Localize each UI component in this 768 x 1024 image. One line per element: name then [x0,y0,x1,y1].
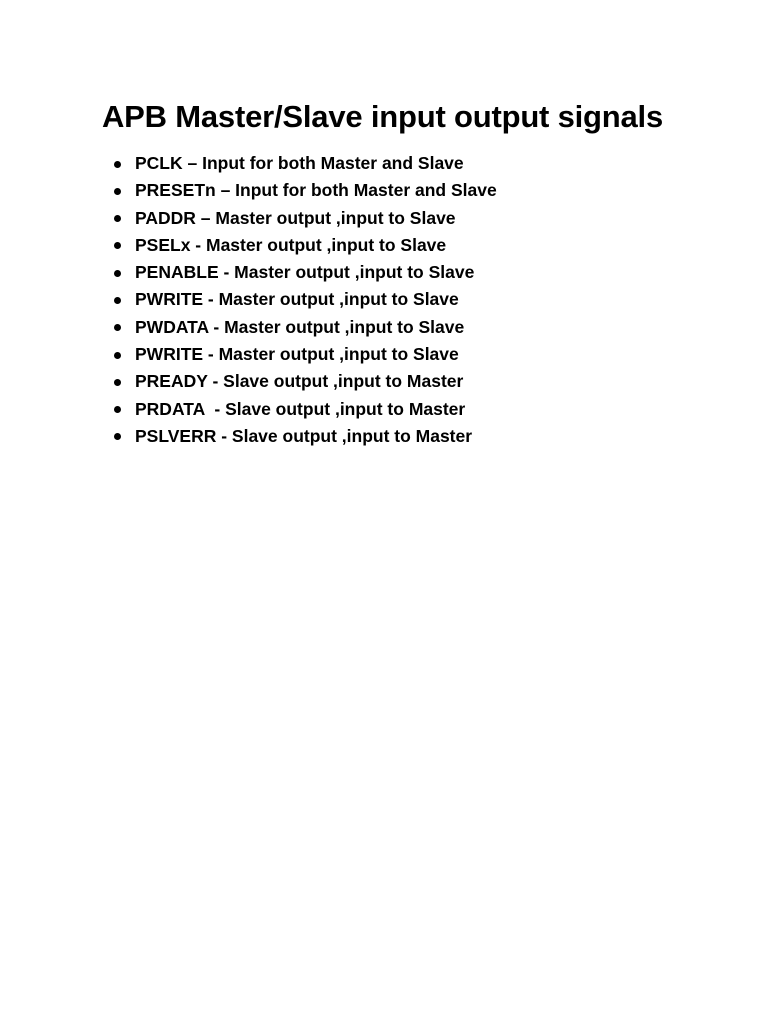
bullet-icon [114,406,121,413]
list-item [110,368,464,395]
list-item-text: PSELx - Master output ,input to Slave [135,234,447,255]
list-item-text: PSLVERR - Slave output ,input to Master [135,425,473,446]
signal-list [110,150,497,450]
list-item [110,259,475,286]
list-item [110,396,466,423]
bullet-icon [114,242,121,249]
list-item [110,232,447,259]
bullet-icon [114,324,121,331]
bullet-icon [114,297,121,304]
list-item [110,286,459,313]
list-item-text: PREADY - Slave output ,input to Master [135,371,464,392]
list-item-text: PCLK – Input for both Master and Slave [135,153,464,173]
list-item [110,177,497,204]
list-item-text: PWDATA - Master output ,input to Slave [135,316,465,337]
bullet-icon [114,270,121,277]
list-item [110,150,464,177]
list-item-text: PRDATA - Slave output ,input to Master [135,398,466,419]
list-item-text: PWRITE - Master output ,input to Slave [135,344,459,365]
bullet-icon [114,352,121,359]
list-item [110,314,465,341]
list-item-text: PENABLE - Master output ,input to Slave [135,262,475,283]
bullet-icon [114,215,121,222]
list-item [110,205,456,232]
bullet-icon [114,188,121,195]
list-item [110,341,459,368]
bullet-icon [114,379,121,386]
bullet-icon [114,161,121,168]
list-item [110,423,473,450]
list-item-text: PWRITE - Master output ,input to Slave [135,289,459,310]
list-item-text: PRESETn – Input for both Master and Slave [135,180,497,201]
page-title: APB Master/Slave input output signals [102,99,664,134]
bullet-icon [114,433,121,440]
list-item-text: PADDR – Master output ,input to Slave [135,207,456,228]
